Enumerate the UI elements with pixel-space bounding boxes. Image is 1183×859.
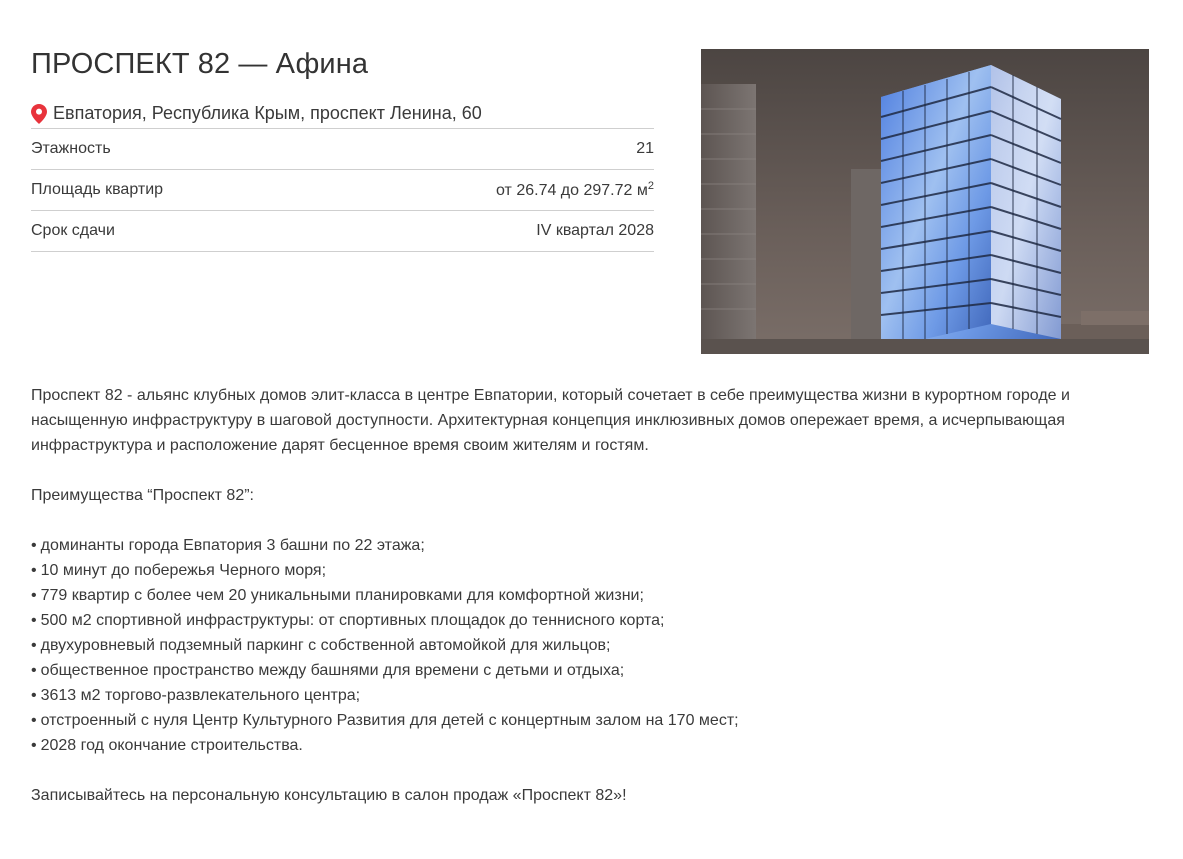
list-item: • 779 квартир с более чем 20 уникальными планировками для комфортной жизни; <box>31 583 1141 608</box>
list-item: • отстроенный с нуля Центр Культурного Развития для детей с концертным залом на 170 мест; <box>31 708 1141 733</box>
building-photo[interactable] <box>701 49 1149 354</box>
spec-value: от 26.74 до 297.72 м <box>496 182 648 199</box>
spec-label: Срок сдачи <box>31 222 115 239</box>
list-item: • 3613 м2 торгово-развлекательного центра; <box>31 683 1141 708</box>
list-item: • 500 м2 спортивной инфраструктуры: от спортивных площадок до теннисного корта; <box>31 608 1141 633</box>
spec-value: 21 <box>636 140 654 157</box>
location-pin-icon <box>31 104 47 124</box>
advantages-heading: Преимущества “Проспект 82”: <box>31 487 254 504</box>
building-photo-illustration <box>701 49 1149 354</box>
spacer <box>31 508 1141 533</box>
spec-value: IV квартал 2028 <box>536 222 654 239</box>
description-intro: Проспект 82 - альянс клубных домов элит-класса в центре Евпатории, который сочетает в себе преимущества жизни в курортном городе и насыщенную инфраструктуру в шаговой доступности. Архитектурная концепция инклюзивных домов опережает время, а исчерпывающая инфраструктура и расположение дарят бесценное время своим жителям и гостям. <box>31 387 1070 454</box>
spec-row-completion <box>31 211 654 252</box>
page-title: ПРОСПЕКТ 82 — Афина <box>31 48 369 80</box>
spec-label: Площадь квартир <box>31 181 164 198</box>
spec-value-superscript: 2 <box>647 180 654 192</box>
spec-row-area <box>31 170 654 211</box>
list-item: • 2028 год окончание строительства. <box>31 733 1141 758</box>
list-item: • общественное пространство между башнями для времени с детьми и отдыха; <box>31 658 1141 683</box>
description <box>31 383 1141 808</box>
call-to-action: Записывайтесь на персональную консультацию в салон продаж «Проспект 82»! <box>31 787 627 804</box>
spec-value-wrap <box>496 180 654 200</box>
advantages-list <box>31 533 1141 758</box>
spec-label: Этажность <box>31 140 111 157</box>
list-item: • доминанты города Евпатория 3 башни по 22 этажа; <box>31 533 1141 558</box>
spacer <box>31 758 1141 783</box>
list-item: • двухуровневый подземный паркинг с собственной автомойкой для жильцов; <box>31 633 1141 658</box>
address <box>31 103 482 124</box>
address-text: Евпатория, Республика Крым, проспект Ленина, 60 <box>53 103 482 123</box>
list-item: • 10 минут до побережья Черного моря; <box>31 558 1141 583</box>
spacer <box>31 458 1141 483</box>
spec-row-floors <box>31 129 654 170</box>
specs-table <box>31 128 654 252</box>
